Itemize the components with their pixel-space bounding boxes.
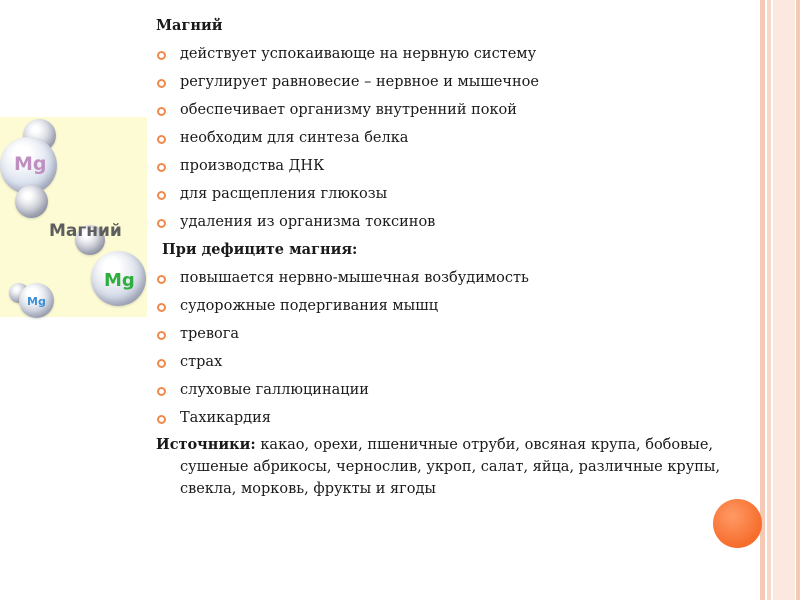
deficiency-heading: При дефиците магния:: [162, 241, 358, 258]
bullet-icon: [157, 135, 166, 144]
bullet-icon: [157, 191, 166, 200]
bullet-icon: [157, 359, 166, 368]
list-item: [156, 208, 778, 236]
list-item: [156, 292, 778, 320]
effects-list: [156, 40, 778, 236]
list-item-text: тревога: [180, 326, 240, 342]
list-item-text: необходим для синтеза белка: [180, 130, 409, 146]
list-item: [156, 376, 778, 404]
list-item-text: повышается нервно-мышечная возбудимость: [180, 270, 529, 286]
section-heading: Магний: [156, 17, 223, 34]
list-item: [156, 264, 778, 292]
list-item-text: действует успокаивающе на нервную систему: [180, 46, 537, 62]
sources-paragraph: [156, 434, 778, 500]
bullet-icon: [157, 163, 166, 172]
bullet-icon: [157, 79, 166, 88]
list-item-text: удаления из организма токсинов: [180, 214, 436, 230]
bullet-icon: [157, 107, 166, 116]
list-item: [156, 404, 778, 432]
bullet-icon: [157, 219, 166, 228]
list-item: [156, 40, 778, 68]
magnesium-picture: [0, 117, 147, 317]
bullet-icon: [157, 331, 166, 340]
bullet-icon: [157, 415, 166, 424]
bullet-icon: [157, 51, 166, 60]
picture-caption: Магний: [49, 221, 122, 241]
bullet-icon: [157, 387, 166, 396]
mg-symbol-large: Mg: [14, 153, 47, 175]
mg-symbol-medium: Mg: [104, 270, 135, 291]
list-item: [156, 180, 778, 208]
list-item-text: производства ДНК: [180, 158, 325, 174]
list-item: [156, 152, 778, 180]
sources-text: какао, орехи, пшеничные отруби, овсяная крупа, бобовые, сушеные абрикосы, чернослив, укроп, салат, яйца, различные крупы, свекла, морковь, фрукты и ягоды: [180, 437, 721, 497]
list-item: [156, 320, 778, 348]
bubble: [15, 185, 48, 218]
list-item-text: страх: [180, 354, 223, 370]
list-item-text: для расщепления глюкозы: [180, 186, 388, 202]
list-item-text: Тахикардия: [180, 410, 271, 426]
list-item: [156, 68, 778, 96]
slide-content: [156, 12, 778, 500]
mg-symbol-small: Mg: [27, 295, 46, 308]
list-item-text: регулирует равновесие – нервное и мышечное: [180, 74, 539, 90]
symptoms-list: [156, 264, 778, 432]
sources-label: Источники:: [156, 436, 256, 453]
list-item: [156, 124, 778, 152]
list-item-text: обеспечивает организму внутренний покой: [180, 102, 517, 118]
list-item-text: судорожные подергивания мышц: [180, 298, 439, 314]
list-item-text: слуховые галлюцинации: [180, 382, 369, 398]
list-item: [156, 348, 778, 376]
bullet-icon: [157, 303, 166, 312]
bullet-icon: [157, 275, 166, 284]
right-border-stripe: [796, 0, 800, 600]
list-item: [156, 96, 778, 124]
decorative-circle: [713, 499, 762, 548]
